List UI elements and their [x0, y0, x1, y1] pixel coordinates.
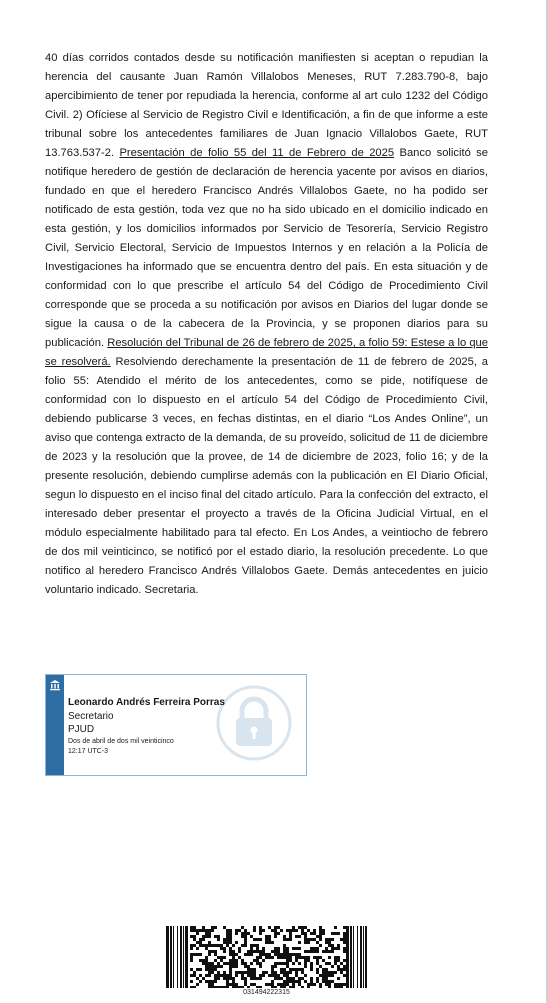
courthouse-icon [49, 679, 61, 691]
text-segment-resolviendo: Resolviendo derechamente la presentación de 11 de febrero de 2025, a folio 55: Atendido el mérito de los antecedentes, como se pide, notifíquese de conformidad con lo dispuesto en el artículo 54 del Código de Procedimiento Civil, debiendo publicarse 3 veces, en fechas distintas, en el diario “Los Andes Online”, un aviso que contenga extracto de la demanda, de su proveído, solicitud de 11 de diciembre de 2023 y la resolución que la provee, de 14 de diciembre de 2023, folio 16; y de la presente resolución, debiendo cumplirse además con la publicación en El Diario Oficial, segun lo dispuesto en el inciso final del citado artículo. Para la confección del extracto, el interesado deber presentar el proyecto a través de la Oficina Judicial Virtual, en el módulo especialmente habilitado para tal efecto. En Los Andes, a veintiocho de febrero de dos mil veinticinco, se notificó por el estado diario, la resolución precedente. Lo que notifico al heredero Francisco Andrés Villalobos Gaete. Demás antecedentes en juicio voluntario indicado. Secretaria. [45, 356, 488, 596]
barcode [166, 926, 367, 988]
signer-role: Secretario [68, 711, 114, 722]
signer-name: Leonardo Andrés Ferreira Porras [68, 697, 225, 708]
signature-details [68, 696, 225, 756]
document-body [45, 49, 488, 600]
signature-date: Dos de abril de dos mil veinticinco [68, 738, 174, 745]
heading-resolucion-folio-59: Resolución del Tribunal de 26 de febrero de 2025, a folio 59: Estese a lo que se resolverá. [45, 337, 488, 368]
signature-strip [46, 675, 64, 775]
barcode-number: 031494222315 [243, 989, 290, 996]
heading-presentacion-folio-55: Presentación de folio 55 del 11 de Febrero de 2025 [119, 147, 395, 159]
electronic-signature-box [45, 674, 307, 776]
text-segment-intro: 40 días corridos contados desde su notificación manifiesten si aceptan o repudian la herencia del causante Juan Ramón Villalobos Meneses, RUT 7.283.790-8, bajo apercibimiento de tener por repudiada la herencia, conforme al art culo 1232 del Código Civil. 2) Ofíciese al Servicio de Registro Civil e Identificación, a fin de que informe a este tribunal sobre los antecedentes familiares de Juan Ignacio Villalobos Gaete, RUT 13.763.537-2. [45, 52, 488, 159]
signature-time: 12:17 UTC-3 [68, 748, 109, 755]
lock-icon [216, 685, 292, 761]
text-segment-banco: Banco solicitó se notifique heredero de gestión de declaración de herencia yacente por avisos en diarios, fundado en que el heredero Francisco Andrés Villalobos Gaete, no ha podido ser notificado de esta gestión, toda vez que no ha sido ubicado en el domicilio indicado en esta gestión, y los domicilios informados por Servicio de Tesorería, Servicio Registro Civil, Servicio Electoral, Servicio de Impuestos Internos y en relación a la Policía de Investigaciones ha informado que se encuentra dentro del país. En esta situación y de conformidad con lo que prescribe el artículo 54 del Código de Procedimiento Civil corresponde que se proceda a su notificación por avisos en Diarios del lugar donde se sigue la causa o de la cabecera de la Provincia, y se proponen diarios para su publicación. [45, 147, 488, 349]
signer-org: PJUD [68, 724, 95, 735]
